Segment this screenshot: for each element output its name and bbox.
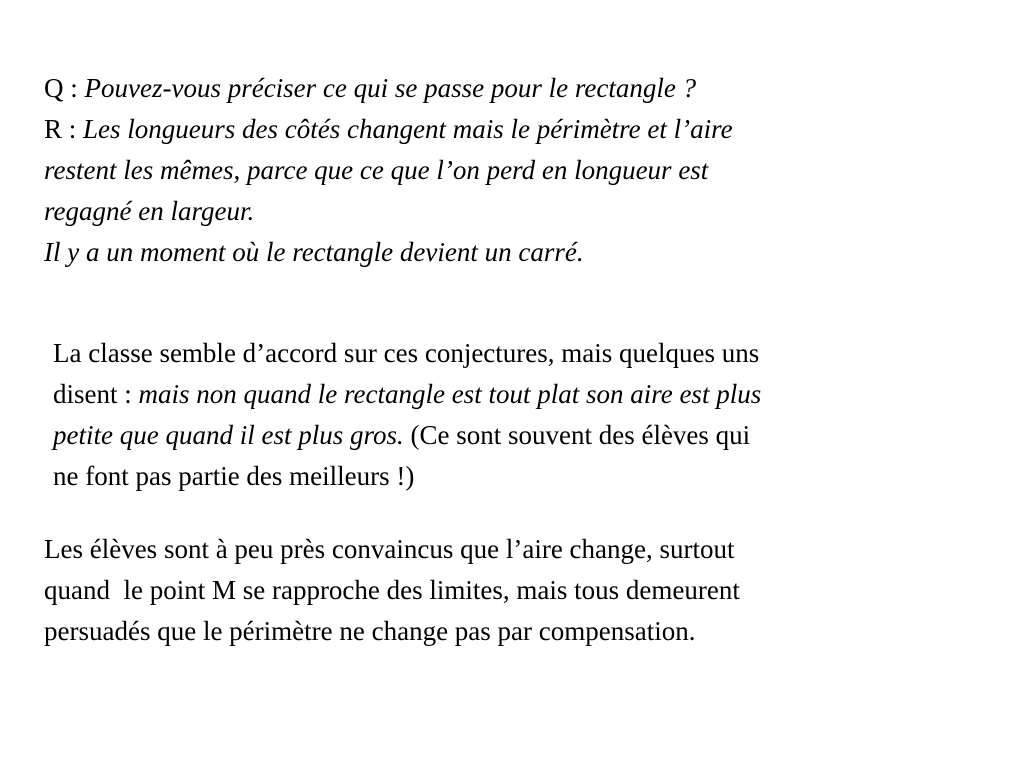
- class-quote-2: petite que quand il est plus gros.: [53, 420, 404, 450]
- question-answer-block: [44, 68, 994, 273]
- class-reaction-paragraph: [53, 333, 1003, 497]
- answer-line-4: Il y a un moment où le rectangle devient un carré.: [44, 237, 584, 267]
- class-line-3: [53, 415, 1003, 456]
- students-line-3: persuadés que le périmètre ne change pas par compensation.: [44, 616, 696, 646]
- answer-label: R :: [44, 114, 84, 144]
- class-line-3-suffix: (Ce sont souvent des élèves qui: [403, 420, 751, 450]
- class-line-4: ne font pas partie des meilleurs !): [53, 461, 415, 491]
- question-line: [44, 68, 994, 109]
- answer-line-2: restent les mêmes, parce que ce que l’on perd en longueur est: [44, 155, 709, 185]
- answer-text-1: Les longueurs des côtés changent mais le périmètre et l’aire: [83, 114, 733, 144]
- question-label: Q :: [44, 73, 85, 103]
- students-line-2: quand le point M se rapproche des limites, mais tous demeurent: [44, 575, 740, 605]
- class-quote-1: mais non quand le rectangle est tout plat son aire est plus: [138, 379, 762, 409]
- class-line-2-prefix: disent :: [53, 379, 139, 409]
- question-text: Pouvez-vous préciser ce qui se passe pour le rectangle ?: [84, 73, 697, 103]
- students-conclusion-paragraph: [44, 529, 994, 652]
- class-line-2: [53, 374, 1003, 415]
- students-line-1: Les élèves sont à peu près convaincus que l’aire change, surtout: [44, 534, 735, 564]
- class-line-1: La classe semble d’accord sur ces conjectures, mais quelques uns: [53, 338, 760, 368]
- answer-line-1: [44, 109, 994, 150]
- answer-line-3: regagné en largeur.: [44, 196, 255, 226]
